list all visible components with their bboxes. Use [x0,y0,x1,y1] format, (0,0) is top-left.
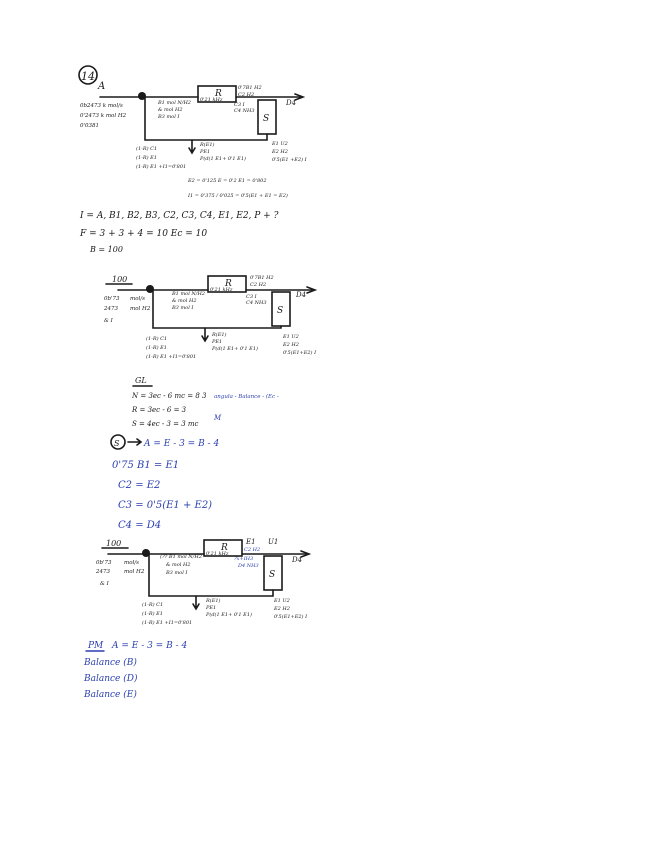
left-spec-line: 0'0381 [80,123,100,129]
left-spec-line: mol H2 [124,569,145,575]
top-right-line: U1 [268,538,279,546]
top-right-line: C2 H2 [250,282,267,288]
d4-label: D4 [292,556,303,564]
left-spec-block [103,296,151,324]
pm-equation: A = E - 3 = B - 4 [112,641,188,651]
balance-line: Balance (B) [84,658,137,668]
c3-line: C2 H2 [244,547,261,553]
purge-line: PE1 [200,149,211,155]
recycle-line: (1-R) C1 [146,336,168,342]
bottom-right-line: E2 H2 [272,149,288,155]
bottom-right-line: E1 U2 [272,141,288,147]
gl-title: GL [135,376,147,385]
b-spec-block [160,553,202,576]
blue-eq: C2 = E2 [118,480,161,491]
left-spec-block [80,103,127,129]
purge-line: P(d(1 E1+ 0'1 E1) [212,346,258,352]
purge-arrow-icon [202,328,208,341]
c3-line: D4 NH3 [238,563,259,569]
purge-label-block [205,597,252,618]
reactor-label: R [221,543,228,553]
purge-line: P(d(1 E1+ 0'1 E1) [200,156,246,162]
recycle-line: (1-R) E1 +I1=0'801 [142,620,193,626]
d4-label: D4 [286,99,297,107]
left-spec-block [95,560,145,587]
b-spec-line: B1 mol N/H2 [172,291,205,297]
balance-line: Balance (D) [84,674,138,684]
under-eq: I1 = 0'375 / 0'025 = 0'5(E1 + E1 = E2) [188,193,288,199]
top-right-line: 0'7B1 H2 [238,85,262,91]
b-spec-block [157,100,191,120]
reactor-sub: 0'21 kHz [206,551,229,557]
purge-line: R(E1) [212,332,227,338]
diagram2-basis: 100 [112,275,128,284]
left-spec-line: 0'2473 k mol H2 [80,113,127,119]
s-circle-label: S [114,439,120,448]
purge-line: P(d(1 E1+ 0'1 E1) [206,612,252,618]
reactor-label: R [215,89,222,99]
b-spec-line: & mol H2 [166,562,191,568]
b-spec-line: B3 mol I [166,570,188,576]
unknowns-line: I = A, B1, B2, B3, C2, C3, C4, E1, E2, P + ? [80,211,279,221]
left-spec-line: mol/s [124,560,139,566]
equation-count-line: F = 3 + 3 + 4 = 10 Ec = 10 [80,229,208,239]
left-spec-line: 0b2473 k mol/s [80,103,123,109]
stream-a-label: A [98,81,106,92]
separator-label: S [269,570,276,580]
gl-lines [131,392,207,428]
blue-eq: C4 = D4 [118,520,162,531]
recycle-line: (1-R) C1 [142,602,164,608]
recycle-label-block [142,601,192,626]
recycle-line: (1-R) E1 [136,155,157,161]
b-spec-line: & mol H2 [172,298,197,304]
recycle-line: (1-R) E1 +I1=0'801 [136,164,187,170]
top-right-line: 0'7B1 H2 [250,275,274,281]
gl-line: R = 3ec - 6 = 3 [132,406,187,414]
b-spec-line: (?? B1 mol N/H2 [160,554,202,560]
top-right-block [238,85,262,98]
basis-line: B = 100 [90,245,123,254]
recycle-line: (1-R) E1 +I1=0'801 [146,354,197,360]
problem-number-circle [79,66,97,84]
c3-line: C3 I [246,294,257,300]
purge-line: R(E1) [206,598,221,604]
bottom-right-line: 0'5(E1 +E2) I [272,157,307,163]
diagram3-basis: 100 [106,539,122,548]
purge-arrow-icon [193,596,199,609]
recycle-line: (1-R) E1 [142,611,163,617]
left-spec-line: & I [100,581,109,587]
reactor-sub: 0'21 kHz [210,287,233,293]
bottom-right-line: E2 H2 [274,606,290,612]
separator-label: S [277,306,284,316]
left-spec-line: 2473 [96,569,110,575]
c3-line: C4 NH3 [234,108,255,114]
recycle-label-block [136,145,186,170]
purge-label-block [199,141,246,162]
bottom-right-line: E1 U2 [274,598,290,604]
left-spec-line: 2473 [104,306,118,312]
top-right-line: C2 H2 [238,92,255,98]
left-spec-line: 0b'73 [104,296,120,302]
blue-eq: 0'75 B1 = E1 [112,460,180,471]
left-spec-line: mol/s [130,296,145,302]
recycle-line: (1-R) E1 [146,345,167,351]
purge-label-block [211,331,258,352]
gl-line: S = 4ec - 3 = 3 mc [132,420,199,428]
b-spec-line: B3 mol I [172,305,194,311]
c3-line: C4 NH3 [246,300,267,306]
b-spec-line: B3 mol I [158,114,180,120]
s-equation: A = E - 3 = B - 4 [144,439,220,449]
top-right-block [245,538,278,546]
bottom-right-block [282,334,317,356]
bottom-right-line: E2 H2 [283,342,299,348]
c3-line: ?x+IH3 [234,556,254,562]
b-spec-line: & mol H2 [158,107,183,113]
gl-blue-mark: M [214,414,222,422]
reactor-label: R [225,279,232,289]
left-spec-line: mol H2 [130,306,151,312]
left-spec-line: 0b'73 [96,560,112,566]
under-eq: E2 = 0'125 E = 0'2 E1 = 0'802 [188,178,267,184]
c3-line: C3 I [234,102,245,108]
blue-equations [112,460,212,531]
problem-number: 14 [81,70,95,83]
recycle-label-block [146,335,196,360]
pm-label: PM [88,641,104,651]
bottom-right-line: E1 U2 [283,334,299,340]
gl-blue-note: angula - Balance - (Ec - [214,394,279,400]
under-diagram-eqs [187,178,288,199]
purge-line: R(E1) [200,142,215,148]
d4-label: D4 [296,291,307,299]
top-right-block [250,275,274,288]
b-spec-block [171,291,205,311]
bottom-right-block [273,598,308,620]
bottom-right-line: 0'5(E1+E2) I [274,614,308,620]
c3-block [234,547,260,569]
gl-line: N = 3ec - 6 mc = 8 3 [132,392,207,400]
balance-lines [83,657,138,700]
b-spec-line: B1 mol N/H2 [158,100,191,106]
top-right-line: E1 [246,538,256,546]
left-spec-line: & I [104,318,113,324]
bottom-right-line: 0'5(E1+E2) I [283,350,317,356]
bottom-right-block [271,141,308,163]
balance-line: Balance (E) [84,690,137,700]
purge-line: PE1 [206,605,217,611]
c3-block [246,294,267,306]
blue-eq: C3 = 0'5(E1 + E2) [118,500,213,511]
purge-arrow-icon [189,140,195,153]
purge-line: PE1 [212,339,223,345]
c3-block [234,102,255,114]
arrow-icon [128,439,141,445]
recycle-line: (1-R) C1 [136,146,158,152]
separator-label: S [263,114,270,124]
reactor-sub: 0'21 kHz [200,97,223,103]
